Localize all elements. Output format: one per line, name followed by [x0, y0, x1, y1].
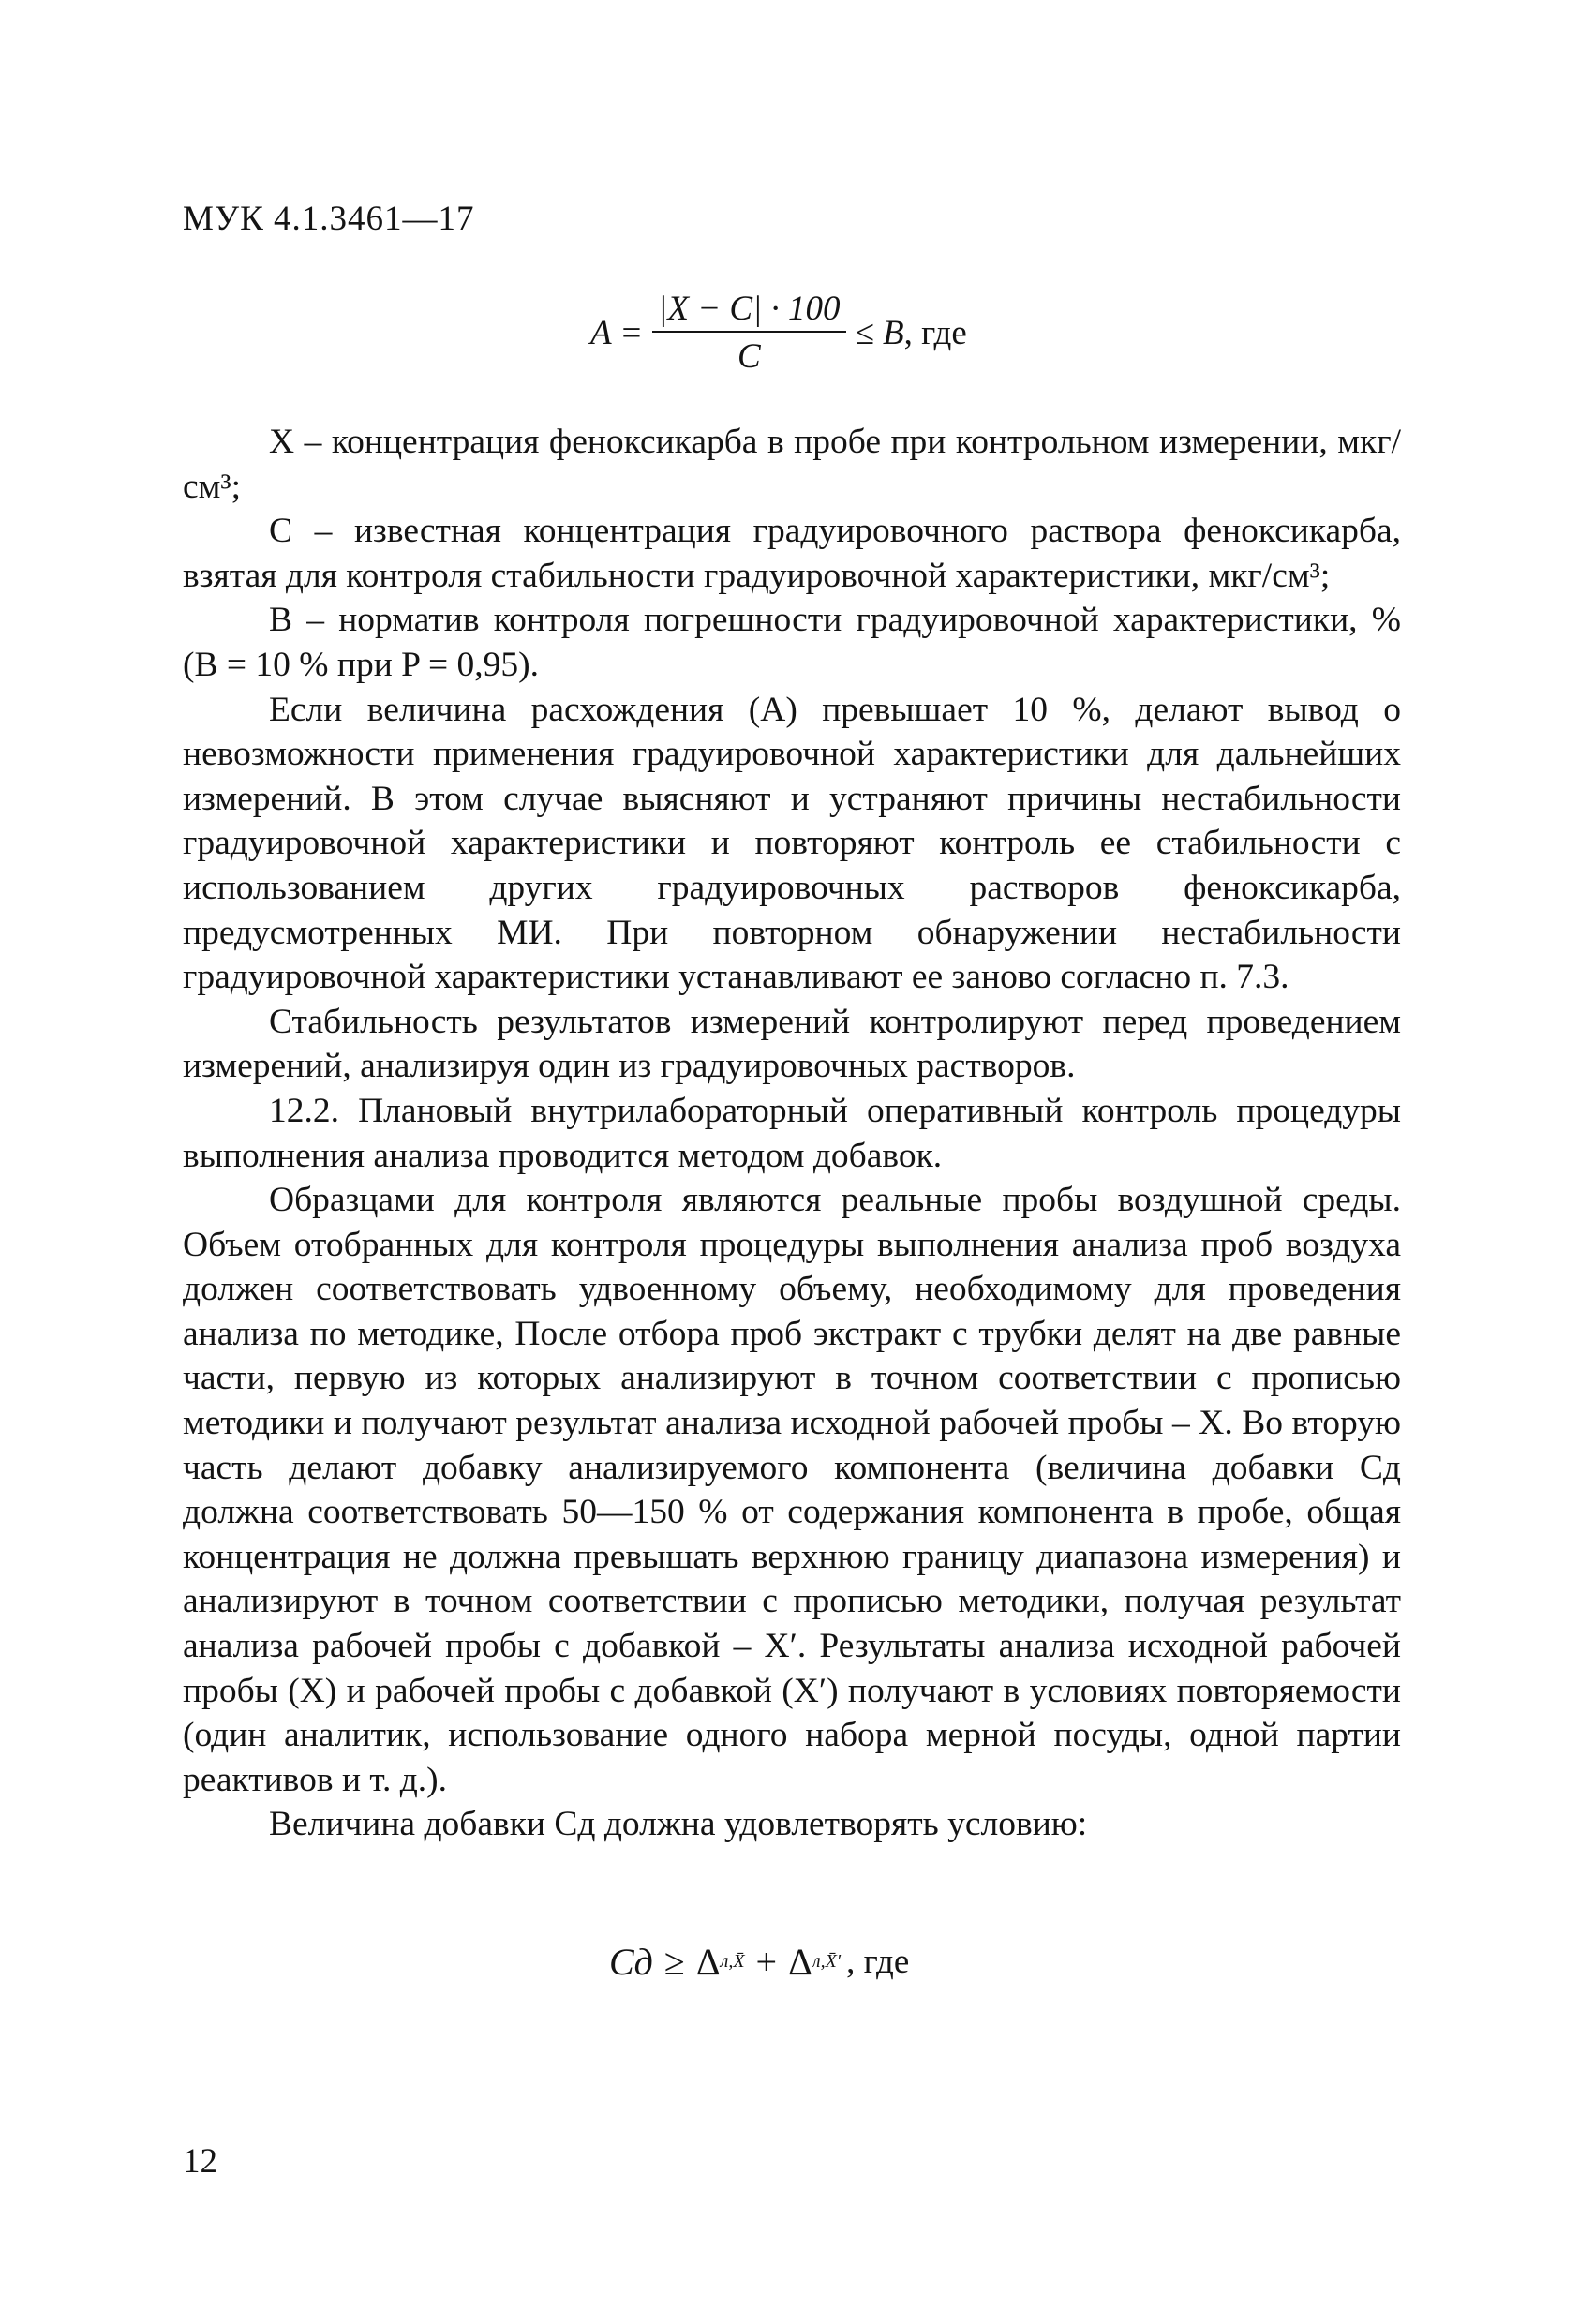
definition-b: B – норматив контроля погрешности градуировочной характеристики, % (B = 10 % при P = 0,95). [183, 601, 1401, 684]
formula-additive [609, 1940, 909, 1984]
paragraph-additive-condition: Величина добавки Cд должна удовлетворять условию: [269, 1805, 1088, 1844]
paragraph-section-12-2: 12.2. Плановый внутрилабораторный оперативный контроль процедуры выполнения анализа проводится методом добавок. [183, 1091, 1401, 1175]
paragraph-samples: Образцами для контроля являются реальные пробы воздушной среды. Объем отобранных для контроля процедуры выполнения анализа проб воздуха должен соответствовать удвоенному объему, необходимому для проведения анализа по методике, После отбора проб экстракт с трубки делят на две равные части, первую из которых анализируют в точном соответствии с прописью методики и получают результат анализа исходной рабочей пробы – X. Во вторую часть делают добавку анализируемого компонента (величина добавки Cд должна соответствовать 50—150 % от содержания компонента в пробе, общая концентрация не должна превышать верхнюю границу диапазона измерения) и анализируют в точном соответствии с прописью методики, получая результат анализа рабочей пробы с добавкой – X′. Результаты анализа исходной рабочей пробы (X) и рабочей пробы с добавкой (X′) получают в условиях повторяемости (один аналитик, использование одного набора мерной посуды, одной партии реактивов и т. д.). [183, 1181, 1401, 1799]
formula-c-term2: Δ [788, 1941, 812, 1983]
formula-suffix: , где [903, 313, 967, 352]
formula-c-op2: + [755, 1941, 778, 1983]
page-header: МУК 4.1.3461—17 [183, 200, 475, 238]
formula-fraction [652, 289, 845, 377]
formula-numerator: |X − C| · 100 [652, 289, 845, 333]
definition-c: C – известная концентрация градуировочного раствора феноксикарба, взятая для контроля стабильности градуировочной характеристики, мкг/см³; [183, 512, 1401, 595]
formula-discrepancy [590, 289, 967, 377]
paragraph-stability: Стабильность результатов измерений контролируют перед проведением измерений, анализируя один из градуировочных растворов. [183, 1002, 1401, 1086]
page-number: 12 [183, 2142, 217, 2181]
formula-c-op1: ≥ [663, 1941, 685, 1983]
formula-c-lhs: Cд [609, 1941, 653, 1983]
paragraph-discrepancy: Если величина расхождения (A) превышает 10 %, делают вывод о невозможности применения градуировочной характеристики для дальнейших измерений. В этом случае выясняют и устраняют причины нестабильности градуировочной характеристики и повторяют контроль ее стабильности с использованием других градуировочных растворов феноксикарба, предусмотренных МИ. При повторном обнаружении нестабильности градуировочной характеристики устанавливают ее заново согласно п. 7.3. [183, 690, 1401, 997]
formula-c-term1-sub: л,X̄ [720, 1951, 745, 1972]
formula-denominator: C [737, 337, 761, 376]
formula-condition: ≤ B [855, 313, 904, 352]
definitions-block [183, 420, 1401, 1847]
formula-c-suffix: , где [846, 1943, 910, 1981]
definition-x: X – концентрация феноксикарба в пробе при контрольном измерении, мкг/см³; [183, 423, 1401, 506]
formula-lhs: A = [590, 313, 644, 352]
formula-c-term2-sub: л,X̄′ [812, 1951, 842, 1972]
formula-c-term1: Δ [695, 1941, 721, 1983]
